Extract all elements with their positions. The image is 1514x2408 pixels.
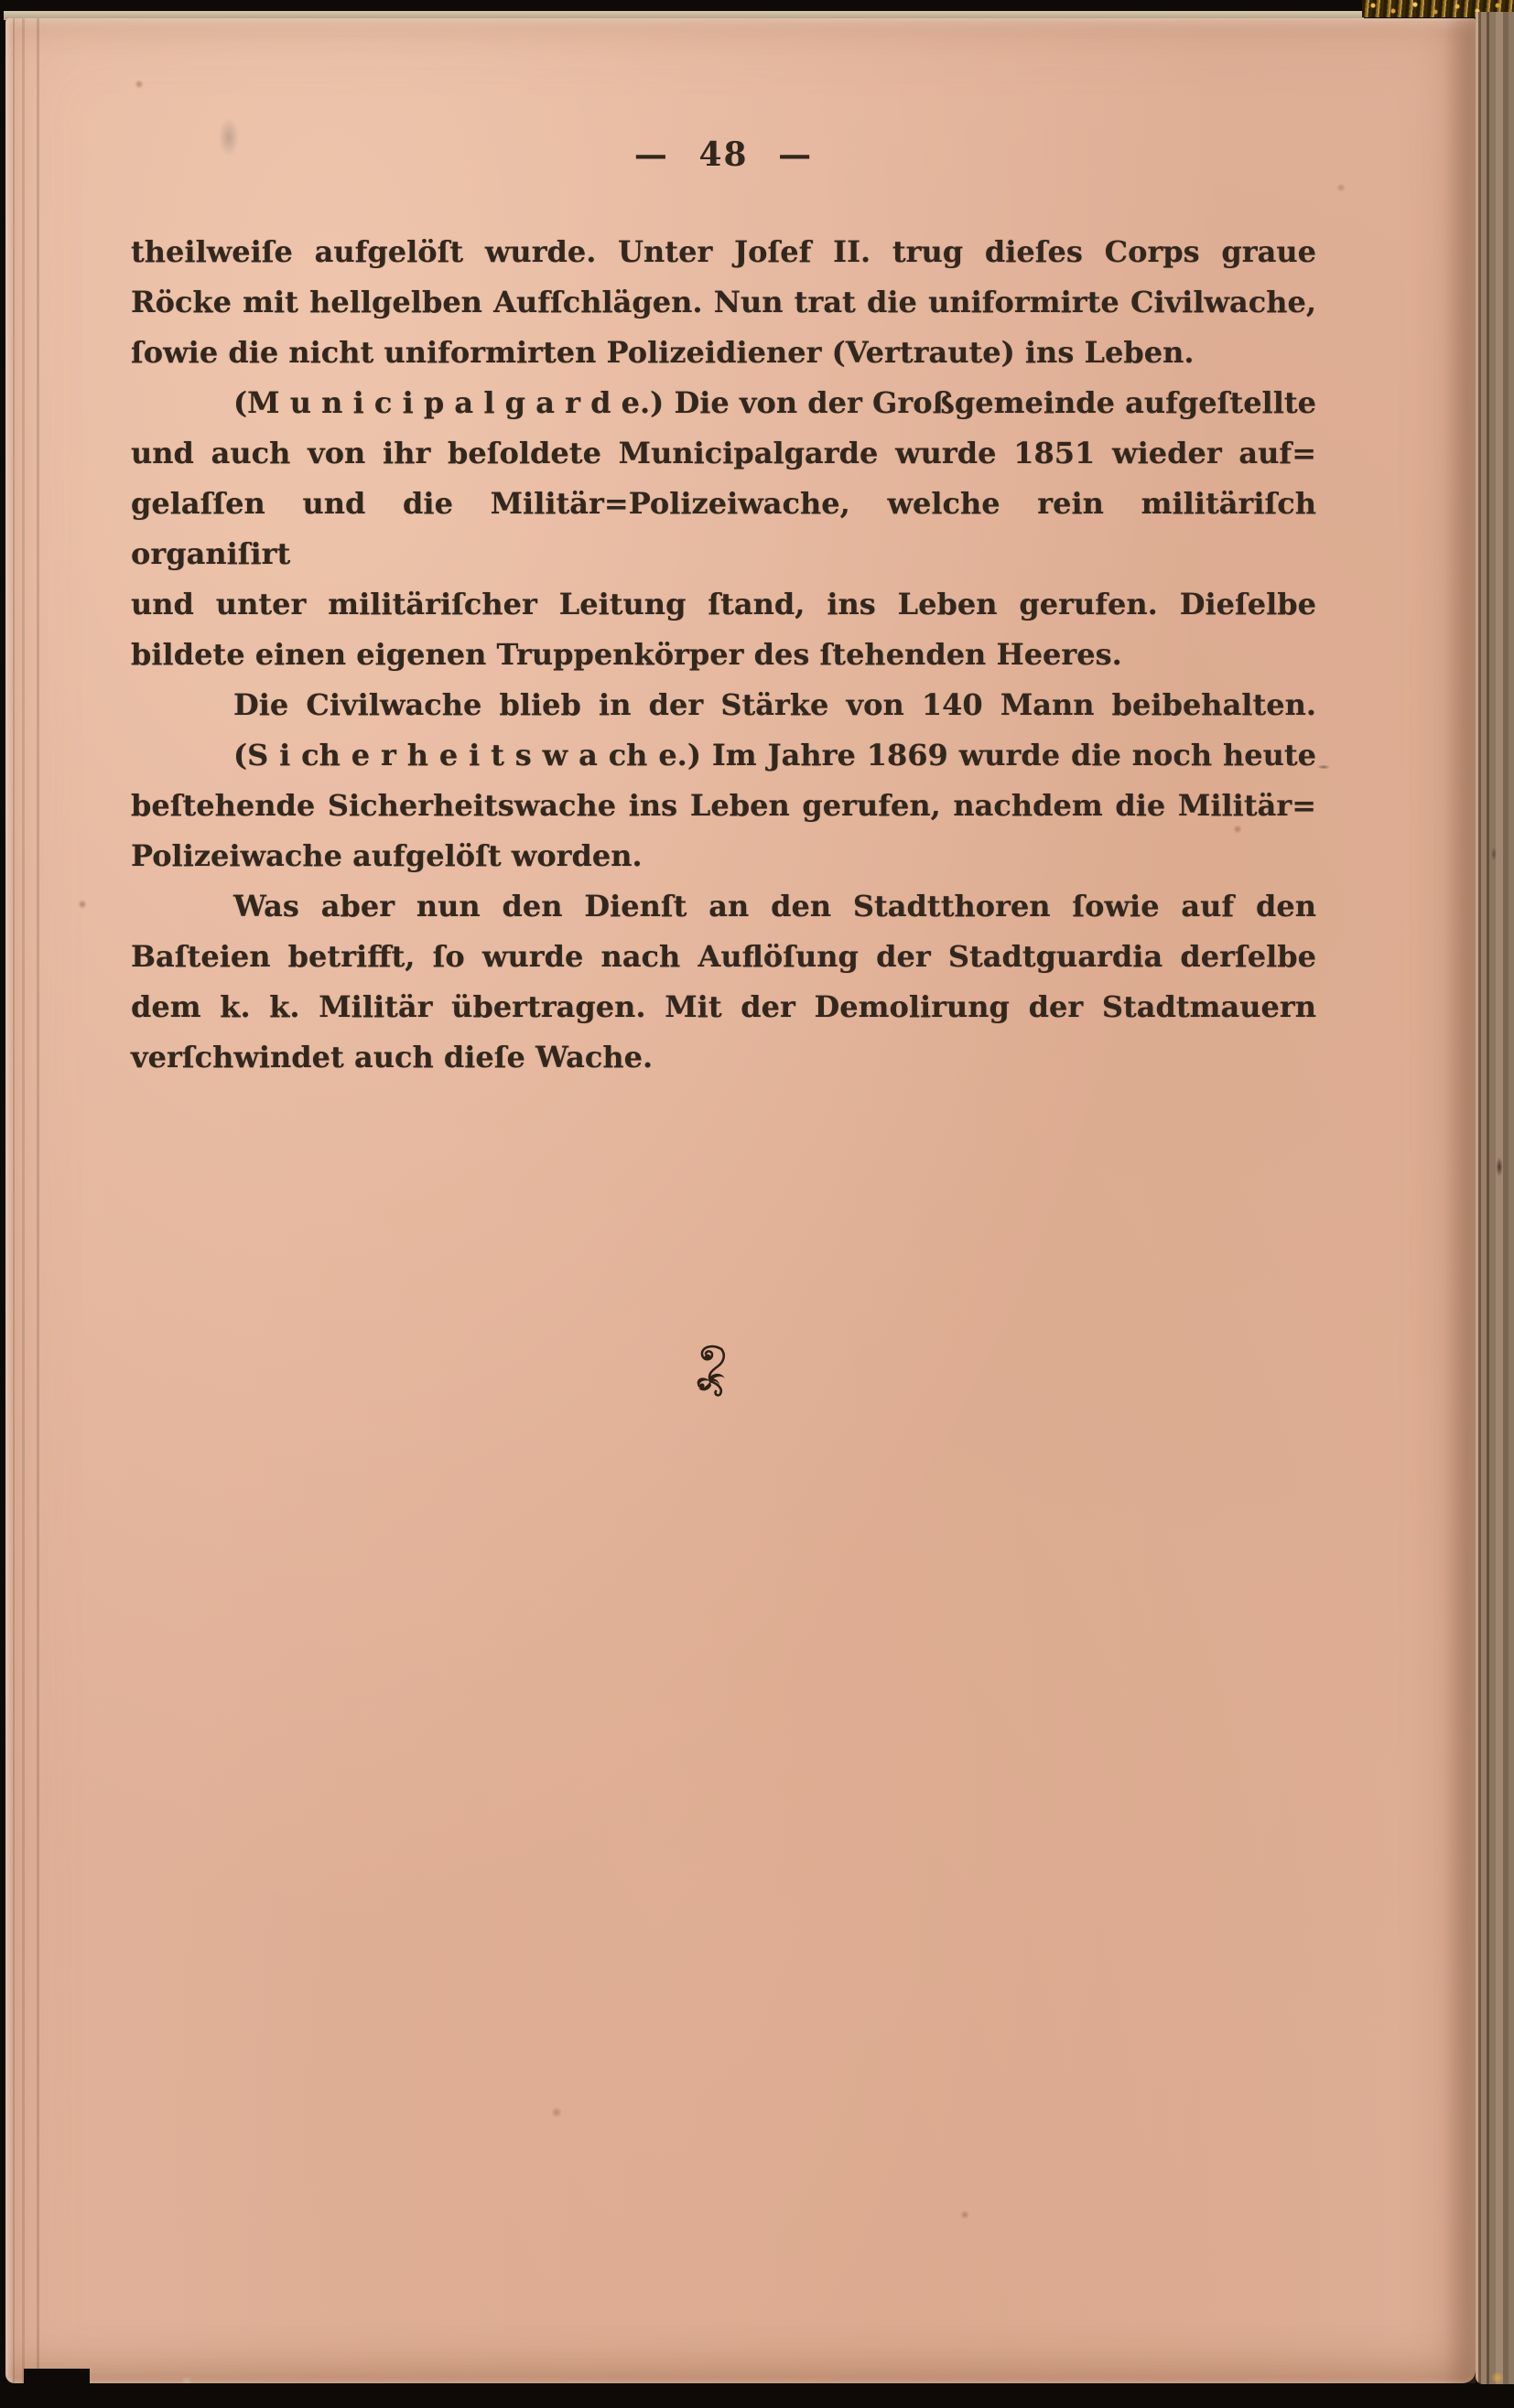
paragraph <box>131 881 1316 1083</box>
text-line: theilweiſe aufgelöſt wurde. Unter Joſef II. trug dieſes Corps graue <box>131 234 1316 269</box>
paragraph <box>131 227 1316 378</box>
page-curve-shadow <box>1444 18 1476 2383</box>
page-number: — 48 — <box>633 135 814 174</box>
fore-edge-pages <box>1476 12 1514 2384</box>
paragraph <box>131 378 1316 680</box>
gutter-crease <box>13 18 57 2383</box>
book-page <box>5 18 1476 2383</box>
text-line: (S i ch e r h e i t s w a ch e.) Im Jahre 1869 wurde die noch heute <box>233 738 1316 772</box>
text-line: Polizeiwache aufgelöſt worden. <box>131 838 643 873</box>
text-block <box>131 227 1316 1083</box>
photo-bottom-notch <box>24 2369 90 2387</box>
paragraph <box>131 730 1316 881</box>
text-line: Die Civilwache blieb in der Stärke von 140 Mann beibehalten. <box>233 687 1316 722</box>
text-line: und unter militäriſcher Leitung ſtand, ins Leben gerufen. Dieſelbe <box>131 587 1316 621</box>
text-line: bildete einen eigenen Truppenkörper des ſtehenden Heeres. <box>131 637 1122 672</box>
text-line: (M u n i c i p a l g a r d e.) Die von der Großgemeinde aufgeſtellte <box>233 385 1316 420</box>
text-line: verſchwindet auch dieſe Wache. <box>131 1040 654 1074</box>
text-line: Was aber nun den Dienſt an den Stadtthoren ſowie auf den <box>233 889 1316 923</box>
text-line: Röcke mit hellgelben Aufſchlägen. Nun trat die uniformirte Civilwache, <box>131 285 1316 319</box>
text-line: Baſteien betrifft, ſo wurde nach Auflöſung der Stadtguardia derſelbe <box>131 939 1316 974</box>
paragraph <box>131 680 1316 730</box>
text-line: ſowie die nicht uniformirten Polizeidiener (Vertraute) ins Leben. <box>131 335 1195 370</box>
text-line: und auch von ihr beſoldete Municipalgarde wurde 1851 wieder auf= <box>131 436 1316 470</box>
text-line: dem k. k. Militär übertragen. Mit der Demolirung der Stadtmauern <box>131 989 1316 1024</box>
fleuron-ornament-icon <box>694 1344 736 1397</box>
text-line: gelaſſen und die Militär=Polizeiwache, welche rein militäriſch organiſirt <box>131 486 1316 571</box>
text-line: beſtehende Sicherheitswache ins Leben gerufen, nachdem die Militär= <box>131 788 1316 823</box>
